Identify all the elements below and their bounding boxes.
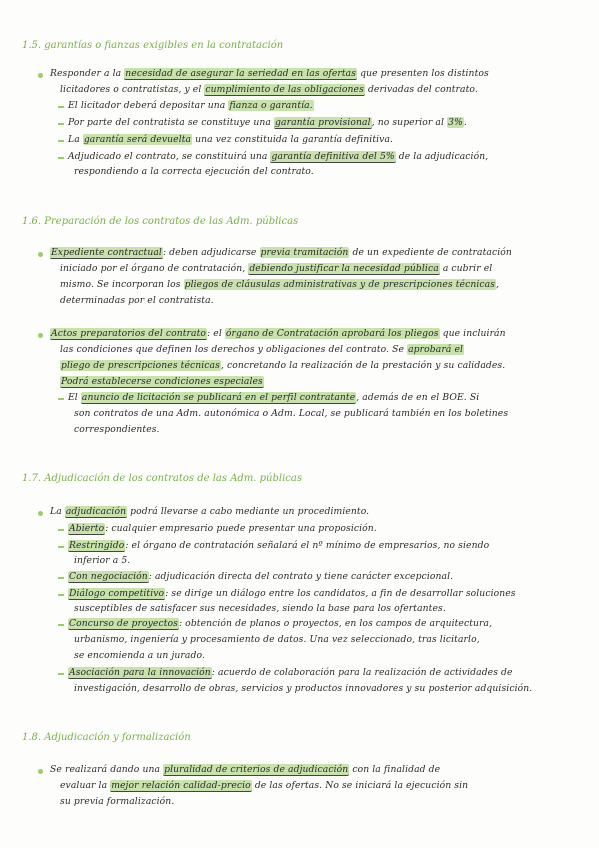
text-line: correspondientes.: [74, 424, 160, 435]
section-heading-1-8: 1.8. Adjudicación y formalización: [22, 732, 191, 743]
text-line: Abierto: cualquier empresario puede presentar una proposición.: [69, 523, 377, 534]
dash-marker: [58, 529, 64, 531]
text-line: determinadas por el contratista.: [60, 295, 214, 306]
text-line: se encomienda a un jurado.: [74, 650, 205, 661]
dash-marker: [58, 594, 64, 596]
bullet-dot: [38, 769, 43, 774]
text-line: iniciado por el órgano de contratación, debiendo justificar la necesidad pública a cubrir el: [60, 263, 493, 274]
dash-marker: [58, 546, 64, 548]
dash-marker: [58, 577, 64, 579]
text-line: su previa formalización.: [60, 796, 175, 807]
text-line: mismo. Se incorporan los pliegos de cláusulas administrativas y de prescripciones técnicas,: [60, 279, 500, 290]
dash-marker: [58, 123, 64, 125]
text-line: investigación, desarrollo de obras, servicios y productos innovadores y su posterior adquisición.: [74, 683, 533, 694]
text-line: evaluar la mejor relación calidad-precio de las ofertas. No se iniciará la ejecución sin: [60, 780, 469, 791]
text-line: Con negociación: adjudicación directa del contrato y tiene carácter excepcional.: [69, 571, 454, 582]
text-line: La adjudicación podrá llevarse a cabo mediante un procedimiento.: [50, 506, 370, 517]
bullet-dot: [38, 73, 43, 78]
section-heading-1-6: 1.6. Preparación de los contratos de las Adm. públicas: [22, 216, 299, 227]
text-line: respondiendo a la correcta ejecución del contrato.: [74, 166, 314, 177]
dash-marker: [58, 140, 64, 142]
section-heading-1-7: 1.7. Adjudicación de los contratos de las Adm. públicas: [22, 473, 302, 484]
text-line: Asociación para la innovación: acuerdo de colaboración para la realización de actividades de: [69, 667, 513, 678]
dash-marker: [58, 106, 64, 108]
text-line: Se realizará dando una pluralidad de criterios de adjudicación con la finalidad de: [50, 764, 441, 775]
dash-marker: [58, 673, 64, 675]
text-line: El licitador deberá depositar una fianza o garantía.: [68, 100, 313, 111]
text-line: Por parte del contratista se constituye una garantía provisional, no superior al 3%.: [68, 117, 467, 128]
text-line: Expediente contractual: deben adjudicarse previa tramitación de un expediente de contratación: [51, 247, 512, 258]
text-line: urbanismo, ingeniería y procesamiento de datos. Una vez seleccionado, tras licitarlo,: [74, 634, 480, 645]
section-heading-1-5: 1.5. garantías o fianzas exigibles en la contratación: [22, 40, 284, 51]
text-line: Responder a la necesidad de asegurar la seriedad en las ofertas que presenten los distintos: [50, 68, 489, 79]
text-line: las condiciones que definen los derechos y obligaciones del contrato. Se aprobará el: [60, 344, 464, 355]
text-line: inferior a 5.: [74, 555, 131, 566]
text-line: Podrá establecerse condiciones especiales: [61, 376, 263, 387]
text-line: Adjudicado el contrato, se constituirá una garantía definitiva del 5% de la adjudicación,: [68, 151, 489, 162]
dash-marker: [58, 624, 64, 626]
text-line: licitadores o contratistas, y el cumplimiento de las obligaciones derivadas del contrato.: [60, 84, 478, 95]
dash-marker: [58, 157, 64, 159]
bullet-dot: [38, 252, 43, 257]
text-line: Restringido: el órgano de contratación señalará el nº mínimo de empresarios, no siendo: [69, 540, 490, 551]
text-line: Actos preparatorios del contrato: el órgano de Contratación aprobará los pliegos que incluirán: [51, 328, 506, 339]
text-line: pliego de prescripciones técnicas, concretando la realización de la prestación y su calidades.: [61, 360, 506, 371]
text-line: La garantía será devuelta una vez constituida la garantía definitiva.: [68, 134, 394, 145]
bullet-dot: [38, 511, 43, 516]
text-line: Concurso de proyectos: obtención de planos o proyectos, en los campos de arquitectura,: [69, 618, 493, 629]
bullet-dot: [38, 333, 43, 338]
text-line: son contratos de una Adm. autonómica o Adm. Local, se publicará también en los boletines: [74, 408, 509, 419]
text-line: El anuncio de licitación se publicará en el perfil contratante, además de en el BOE. Si: [68, 392, 480, 403]
text-line: Diálogo competitivo: se dirige un diálogo entre los candidatos, a fin de desarrollar soluciones: [69, 588, 516, 599]
dash-marker: [58, 398, 64, 400]
text-line: susceptibles de satisfacer sus necesidades, siendo la base para los ofertantes.: [74, 603, 446, 614]
